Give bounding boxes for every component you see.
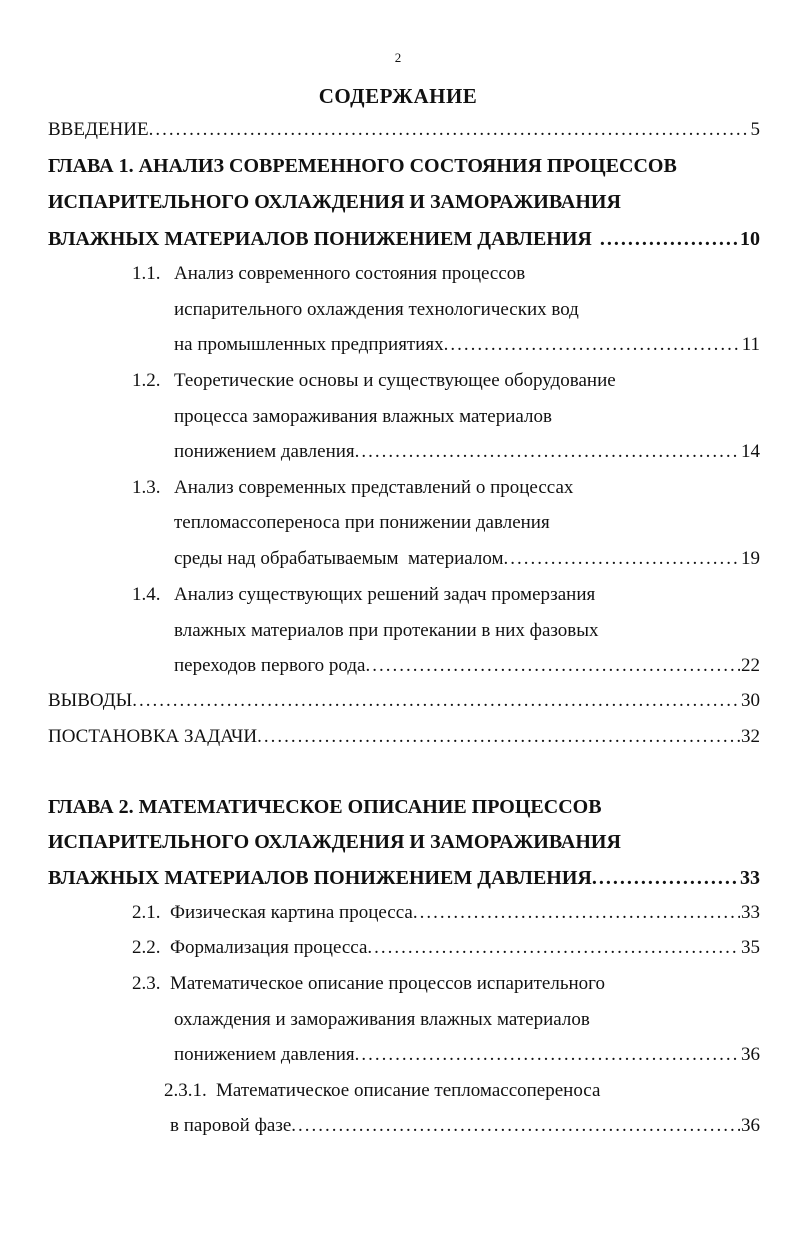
toc-entry-page: 35: [741, 937, 760, 958]
toc-entry-page: 19: [741, 548, 760, 569]
dot-leader: [132, 689, 740, 713]
toc-entry-page: 5: [750, 119, 760, 140]
toc-entry-page: 30: [741, 690, 760, 711]
dot-leader: [355, 1043, 740, 1067]
toc-entry-section-1-3[interactable]: [174, 547, 760, 571]
dot-leader: [503, 547, 740, 571]
toc-entry-page: 36: [741, 1115, 760, 1136]
dot-leader: [444, 333, 741, 357]
toc-entry-intro[interactable]: [48, 118, 760, 142]
toc-entry-section-1-1[interactable]: [174, 333, 760, 357]
section-1-1-line-2[interactable]: испарительного охлаждения технологических вод: [174, 299, 579, 320]
section-number: 2.1.: [132, 902, 161, 923]
section-1-3-line-1[interactable]: Анализ современных представлений о процессах: [174, 477, 574, 498]
toc-entry-section-2-3[interactable]: [174, 1043, 760, 1067]
section-number: 2.3.1.: [164, 1080, 207, 1101]
toc-entry-page: 22: [741, 655, 760, 676]
chapter-2-heading-line-2[interactable]: ИСПАРИТЕЛЬНОГО ОХЛАЖДЕНИЯ И ЗАМОРАЖИВАНИЯ: [48, 831, 621, 853]
toc-entry-section-1-2[interactable]: [174, 440, 760, 464]
toc-entry-conclusions[interactable]: [48, 689, 760, 713]
toc-entry-title: Формализация процесса: [170, 937, 368, 958]
section-number: 1.1.: [132, 263, 161, 284]
chapter-2-heading-line-3: ВЛАЖНЫХ МАТЕРИАЛОВ ПОНИЖЕНИЕМ ДАВЛЕНИЯ: [48, 867, 592, 889]
chapter-2-heading-line-1[interactable]: ГЛАВА 2. МАТЕМАТИЧЕСКОЕ ОПИСАНИЕ ПРОЦЕССОВ: [48, 796, 602, 818]
page-number: 2: [394, 50, 402, 65]
section-1-4-line-1[interactable]: Анализ существующих решений задач промерзания: [174, 584, 596, 605]
section-number: 1.4.: [132, 584, 161, 605]
section-1-2-line-2[interactable]: процесса замораживания влажных материалов: [174, 406, 552, 427]
dot-leader: [365, 654, 740, 678]
dot-leader: [291, 1114, 740, 1138]
section-number: 1.3.: [132, 477, 161, 498]
section-1-4-line-3: переходов первого рода: [174, 655, 366, 676]
dot-leader: [257, 725, 740, 749]
toc-entry-section-2-1[interactable]: [170, 901, 760, 925]
toc-entry-chapter-2[interactable]: [48, 866, 760, 890]
section-1-2-line-1[interactable]: Теоретические основы и существующее оборудование: [174, 370, 616, 391]
toc-entry-section-2-2[interactable]: [170, 936, 760, 960]
section-number: 2.3.: [132, 973, 161, 994]
toc-entry-page: 33: [741, 902, 760, 923]
section-1-4-line-2[interactable]: влажных материалов при протекании в них фазовых: [174, 620, 599, 641]
section-1-1-line-3: на промышленных предприятиях: [174, 334, 444, 355]
chapter-1-heading-line-2[interactable]: ИСПАРИТЕЛЬНОГО ОХЛАЖДЕНИЯ И ЗАМОРАЖИВАНИЯ: [48, 191, 621, 213]
dot-leader: [413, 901, 740, 925]
toc-entry-section-1-4[interactable]: [174, 654, 760, 678]
section-number: 1.2.: [132, 370, 161, 391]
dot-leader: [600, 227, 739, 251]
toc-title: СОДЕРЖАНИЕ: [318, 84, 478, 108]
toc-entry-page: 36: [741, 1044, 760, 1065]
dot-leader: [355, 440, 740, 464]
toc-entry-page: 32: [741, 726, 760, 747]
chapter-1-heading-line-3: ВЛАЖНЫХ МАТЕРИАЛОВ ПОНИЖЕНИЕМ ДАВЛЕНИЯ: [48, 228, 592, 250]
toc-entry-title: ПОСТАНОВКА ЗАДАЧИ: [48, 726, 258, 747]
chapter-1-heading-line-1[interactable]: ГЛАВА 1. АНАЛИЗ СОВРЕМЕННОГО СОСТОЯНИЯ ПРОЦЕССОВ: [48, 155, 677, 177]
dot-leader: [149, 118, 750, 142]
section-2-3-line-2[interactable]: охлаждения и замораживания влажных материалов: [174, 1009, 590, 1030]
section-2-3-line-3: понижением давления: [174, 1044, 355, 1065]
toc-entry-page: 11: [741, 334, 760, 355]
section-number: 2.2.: [132, 937, 161, 958]
toc-entry-page: 14: [741, 441, 760, 462]
toc-entry-problem-statement[interactable]: [48, 725, 760, 749]
toc-entry-page: 10: [740, 228, 760, 250]
toc-entry-chapter-1[interactable]: [48, 227, 760, 251]
toc-entry-section-2-3-1[interactable]: [170, 1114, 760, 1138]
section-1-3-line-2[interactable]: тепломассопереноса при понижении давления: [174, 512, 550, 533]
toc-entry-title: ВВЕДЕНИЕ: [48, 119, 149, 140]
toc-entry-title: ВЫВОДЫ: [48, 690, 133, 711]
toc-entry-title: Физическая картина процесса: [170, 902, 413, 923]
section-1-3-line-3: среды над обрабатываемым материалом: [174, 548, 504, 569]
dot-leader: [367, 936, 740, 960]
toc-entry-page: 33: [740, 867, 760, 889]
section-2-3-line-1[interactable]: Математическое описание процессов испарительного: [170, 973, 605, 994]
section-1-2-line-3: понижением давления: [174, 441, 355, 462]
section-2-3-1-line-1[interactable]: Математическое описание тепломассопереноса: [216, 1080, 601, 1101]
dot-leader: [592, 866, 739, 890]
section-2-3-1-line-2: в паровой фазе: [170, 1115, 292, 1136]
section-1-1-line-1[interactable]: Анализ современного состояния процессов: [174, 263, 526, 284]
